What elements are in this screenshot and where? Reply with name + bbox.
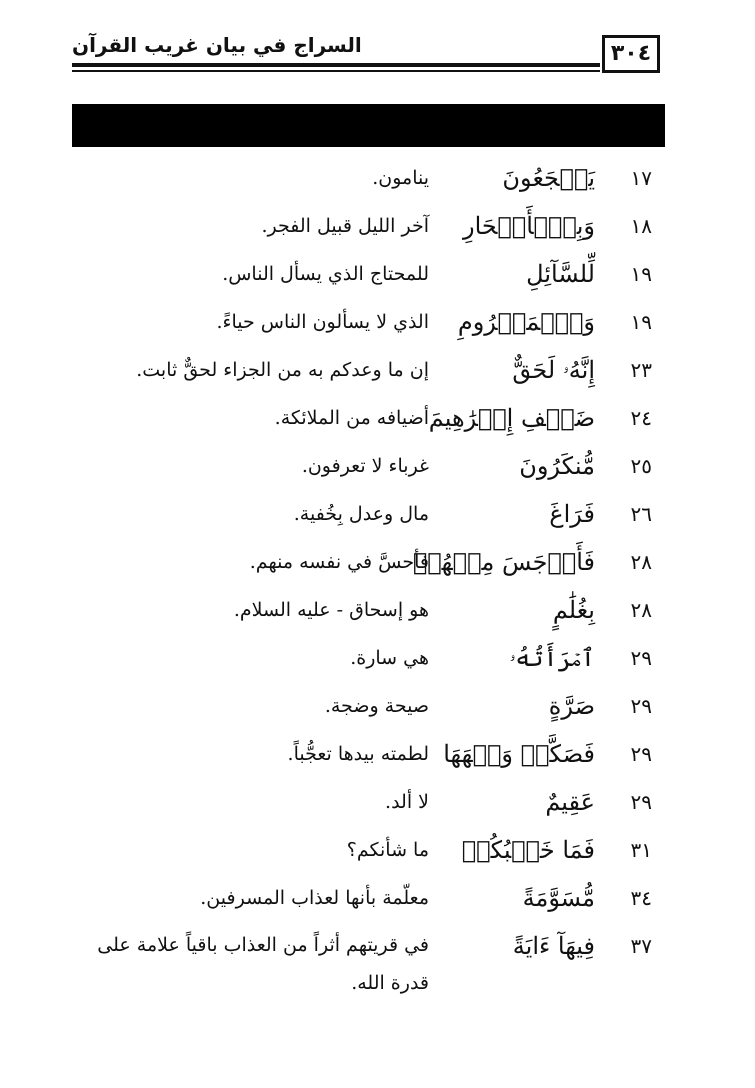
gloss-text: هو إسحاق - عليه السلام. [233, 599, 429, 621]
gloss-text: لا ألد. [385, 791, 429, 813]
list-item [0, 542, 755, 590]
quran-word: عَقِيمٌ [545, 788, 595, 816]
list-item [0, 158, 755, 206]
list-item [0, 206, 755, 254]
verse-number: ٢٩ [630, 790, 652, 814]
list-item [0, 638, 755, 686]
verse-number: ٢٥ [630, 454, 652, 478]
quran-word: فَرَاغَ [549, 500, 595, 528]
quran-word: بِغُلَٰمٍ [552, 596, 595, 624]
list-item [0, 350, 755, 398]
list-item [0, 494, 755, 542]
list-item [0, 446, 755, 494]
list-item [0, 302, 755, 350]
quran-word: لِّلسَّآئِلِ [526, 260, 595, 288]
gloss-text: صيحة وضجة. [324, 695, 429, 717]
gloss-text: هي سارة. [350, 647, 429, 669]
verse-number: ٣٧ [630, 934, 652, 958]
quran-word: وَٱلۡمَحۡرُومِ [457, 308, 595, 336]
verse-number: ١٨ [630, 214, 652, 238]
list-item [0, 398, 755, 446]
quran-word: إِنَّهُۥ لَحَقٌّ [512, 356, 595, 384]
gloss-text: في قريتهم أثراً من العذاب باقياً علامة على قدرة الله. [97, 934, 429, 994]
gloss-text: آخر الليل قبيل الفجر. [261, 215, 429, 237]
list-item [0, 590, 755, 638]
quran-word: مُّسَوَّمَةً [522, 884, 595, 912]
quran-word: فَأَوۡجَسَ مِنۡهُمۡ [412, 548, 595, 576]
quran-word: يَهۡجَعُونَ [502, 164, 595, 192]
quran-word: فِيهَآ ءَايَةً [512, 932, 595, 960]
verse-number: ٢٨ [630, 550, 652, 574]
verse-number: ١٩ [630, 310, 652, 334]
list-item [0, 734, 755, 782]
list-item [0, 830, 755, 878]
verse-number: ١٩ [630, 262, 652, 286]
verse-number: ١٧ [630, 166, 652, 190]
page-number: ٣٠٤ [602, 35, 660, 73]
quran-word: وَبِٱلۡأَسۡحَارِ [463, 212, 595, 240]
quran-word: ضَيۡفِ إِبۡرَٰهِيمَ [428, 404, 595, 432]
verse-number: ٣٤ [630, 886, 652, 910]
list-item [0, 926, 755, 1006]
black-band [72, 104, 665, 147]
list-item [0, 254, 755, 302]
gloss-text: للمحتاج الذي يسأل الناس. [222, 263, 429, 285]
list-item [0, 686, 755, 734]
gloss-text: مال وعدل بِخُفية. [293, 503, 429, 525]
book-title: السراج في بيان غريب القرآن [72, 33, 362, 57]
list-item [0, 782, 755, 830]
header-rule-thin [72, 70, 600, 72]
verse-number: ٢٩ [630, 646, 652, 670]
gloss-text: ينامون. [372, 167, 429, 189]
quran-word: فَمَا خَطۡبُكُمۡ [461, 836, 595, 864]
gloss-text: أضيافه من الملائكة. [274, 407, 429, 429]
quran-word: مُّنكَرُونَ [519, 452, 595, 480]
quran-word: فَصَكَّتۡ وَجۡهَهَا [443, 740, 595, 768]
header-rule-thick [72, 63, 600, 67]
gloss-text: ما شأنكم؟ [346, 839, 429, 861]
quran-word: صَرَّةٍ [548, 692, 595, 720]
verse-number: ٢٨ [630, 598, 652, 622]
list-item [0, 878, 755, 926]
verse-number: ٢٤ [630, 406, 652, 430]
verse-number: ٢٦ [630, 502, 652, 526]
gloss-text: معلّمة بأنها لعذاب المسرفين. [200, 887, 429, 909]
gloss-text: فأحسَّ في نفسه منهم. [249, 551, 429, 573]
verse-number: ٣١ [630, 838, 652, 862]
verse-number: ٢٩ [630, 694, 652, 718]
verse-number: ٢٩ [630, 742, 652, 766]
gloss-text: لطمته بيدها تعجُّباً. [287, 743, 429, 765]
gloss-text: إن ما وعدكم به من الجزاء لحقٌّ ثابت. [136, 359, 429, 381]
quran-word: ٱمۡرَأَتُهُۥ [509, 644, 595, 672]
gloss-text: الذي لا يسألون الناس حياءً. [216, 311, 429, 333]
verse-number: ٢٣ [630, 358, 652, 382]
gloss-text: غرباء لا تعرفون. [301, 455, 429, 477]
